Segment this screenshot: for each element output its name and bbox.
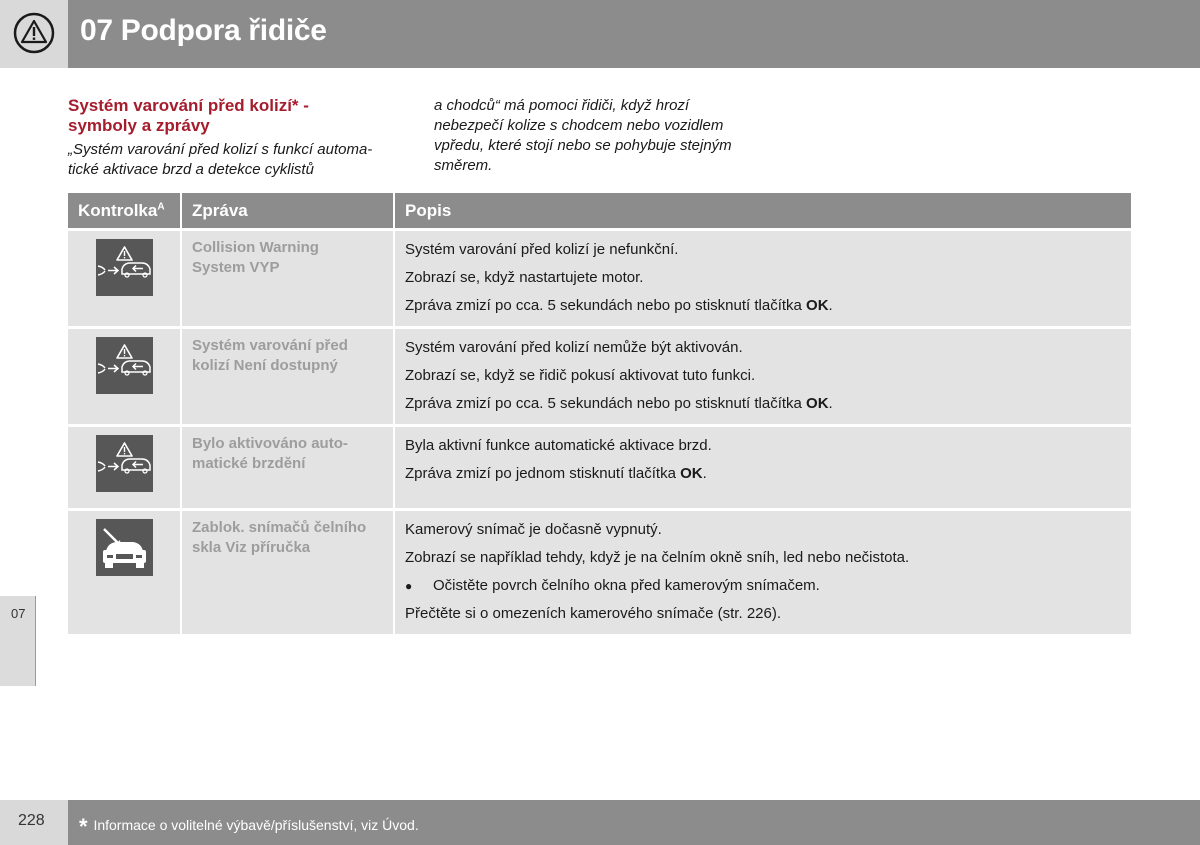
description-line: Systém varování před kolizí nemůže být aktivován. <box>405 339 743 356</box>
description-text: Zpráva zmizí po jednom stisknutí tlačítka <box>405 465 681 482</box>
camera-blocked-icon <box>96 519 153 576</box>
ok-button-label: OK <box>806 297 829 314</box>
message-cell <box>181 328 394 426</box>
message-line: skla Viz příručka <box>192 539 311 556</box>
description-line: Zobrazí se, když nastartujete motor. <box>405 269 644 286</box>
description-line: Zobrazí se, když se řidič pokusí aktivovat tuto funkci. <box>405 367 756 384</box>
warning-triangle-icon <box>13 12 55 54</box>
table-header-row <box>68 193 1131 230</box>
footnote-text: Informace o volitelné výbavě/příslušenství, viz Úvod. <box>93 817 419 833</box>
message-line: kolizí Není dostupný <box>192 357 338 374</box>
collision-warning-icon <box>96 239 153 296</box>
page-number: 228 <box>18 812 45 829</box>
description-line <box>405 460 1121 488</box>
description-text: Zpráva zmizí po cca. 5 sekundách nebo po stisknutí tlačítka <box>405 395 807 412</box>
intro-text-line: směrem. <box>434 157 493 174</box>
footer-bar <box>68 800 1200 845</box>
column-header-description: Popis <box>394 193 1131 230</box>
table-row <box>68 328 1131 426</box>
description-line: Kamerový snímač je dočasně vypnutý. <box>405 521 662 538</box>
footnote-star: * <box>79 814 88 839</box>
message-line: Collision Warning <box>192 239 319 256</box>
footer-page-box <box>0 800 68 845</box>
intro-text-line: tické aktivace brzd a detekce cyklistů <box>68 161 314 178</box>
message-cell <box>181 510 394 635</box>
table-row <box>68 230 1131 328</box>
message-cell <box>181 426 394 510</box>
message-cell <box>181 230 394 328</box>
header-bar <box>68 0 1200 68</box>
indicator-cell <box>68 230 181 328</box>
bullet-line <box>405 572 1121 600</box>
column-header-message: Zpráva <box>181 193 394 230</box>
description-line: Přečtěte si o omezeních kamerového snímače (str. 226). <box>405 605 782 623</box>
intro-text <box>68 140 408 180</box>
column-header-indicator <box>68 193 181 230</box>
intro-text-line: „Systém varování před kolizí s funkcí automa- <box>68 141 373 158</box>
collision-warning-icon <box>96 337 153 394</box>
message-line: Systém varování před <box>192 337 348 354</box>
message-line: Bylo aktivováno auto- <box>192 435 348 452</box>
indicator-cell <box>68 510 181 635</box>
section-title <box>68 96 408 136</box>
bullet-dot-icon: ● <box>405 579 413 594</box>
intro-left-column <box>68 96 408 180</box>
description-line: Byla aktivní funkce automatické aktivace brzd. <box>405 437 712 454</box>
chapter-tab-label: 07 <box>11 606 26 621</box>
description-punctuation: . <box>828 395 833 412</box>
ok-button-label: OK <box>680 465 703 482</box>
description-cell <box>394 328 1131 426</box>
intro-right-column <box>434 96 774 176</box>
intro-text-line: vpředu, které stojí nebo se pohybuje stejným <box>434 137 732 154</box>
description-punctuation: . <box>702 465 707 482</box>
intro-text-line: nebezpečí kolize s chodcem nebo vozidlem <box>434 117 724 134</box>
header-icon-box <box>0 0 68 68</box>
description-text: Zpráva zmizí po cca. 5 sekundách nebo po stisknutí tlačítka <box>405 297 807 314</box>
ok-button-label: OK <box>806 395 829 412</box>
footnote-marker: A <box>157 200 165 212</box>
messages-table <box>68 193 1131 634</box>
description-line <box>405 390 1121 418</box>
table-row <box>68 510 1131 635</box>
description-cell <box>394 510 1131 635</box>
chapter-title: 07 Podpora řidiče <box>80 14 327 47</box>
message-line: System VYP <box>192 259 280 276</box>
description-punctuation: . <box>828 297 833 314</box>
indicator-cell <box>68 328 181 426</box>
indicator-cell <box>68 426 181 510</box>
footnote <box>79 814 419 840</box>
description-cell <box>394 230 1131 328</box>
column-header-label: Kontrolka <box>78 200 158 220</box>
collision-warning-icon <box>96 435 153 492</box>
description-line <box>405 292 1121 320</box>
description-cell <box>394 426 1131 510</box>
intro-text-line: a chodců“ má pomoci řidiči, když hrozí <box>434 97 690 114</box>
message-line: matické brzdění <box>192 455 306 472</box>
description-line: Zobrazí se například tehdy, když je na čelním okně sníh, led nebo nečistota. <box>405 549 910 566</box>
section-title-line: Systém varování před kolizí* - <box>68 96 309 115</box>
section-title-line: symboly a zprávy <box>68 116 210 135</box>
table-row <box>68 426 1131 510</box>
bullet-text: Očistěte povrch čelního okna před kamerovým snímačem. <box>433 577 820 594</box>
message-line: Zablok. snímačů čelního <box>192 519 367 536</box>
description-line: Systém varování před kolizí je nefunkční. <box>405 241 679 258</box>
chapter-side-tab <box>0 596 36 686</box>
